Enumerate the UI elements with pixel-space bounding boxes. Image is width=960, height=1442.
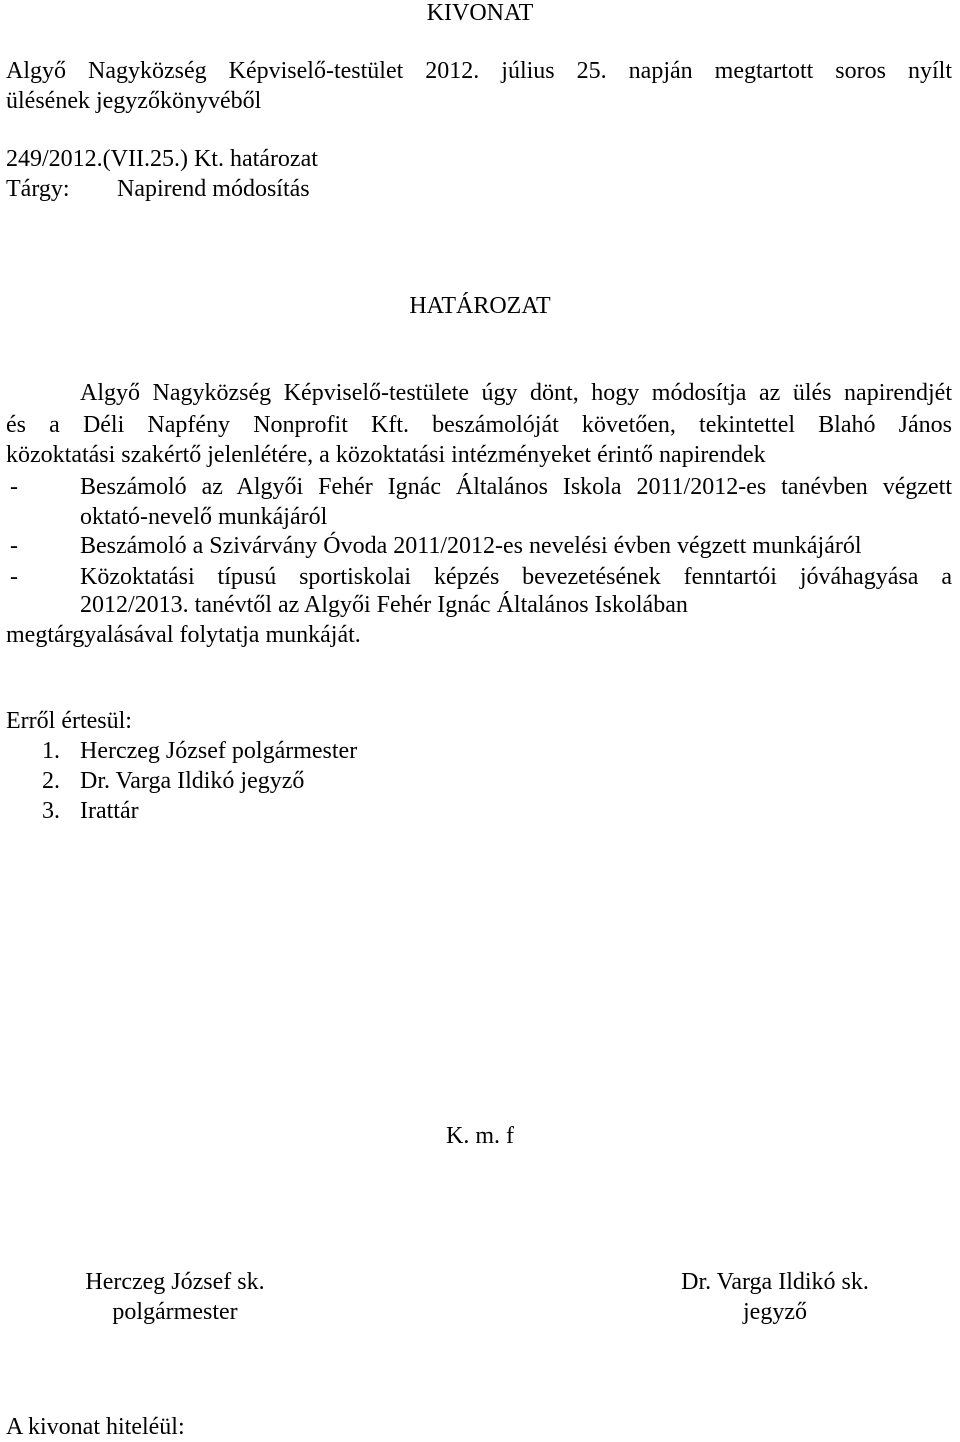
intro-line-2: ülésének jegyzőkönyvéből: [6, 88, 262, 114]
certified-label: A kivonat hiteléül:: [6, 1414, 185, 1440]
signer-left-name: Herczeg József sk.: [85, 1269, 265, 1295]
subject-label: Tárgy:: [6, 176, 70, 202]
recipient-name: Dr. Varga Ildikó jegyző: [80, 768, 305, 794]
paragraph-line-1: Algyő Nagyközség Képviselő-testülete úgy dönt, hogy módosítja az ülés napirendjét: [80, 380, 952, 406]
signer-right-title: jegyző: [743, 1299, 807, 1325]
intro-line-1: Algyő Nagyközség Képviselő-testület 2012. július 25. napján megtartott soros nyílt: [6, 58, 952, 84]
list-item-text: Közoktatási típusú sportiskolai képzés bevezetésének fenntartói jóváhagyása a: [80, 564, 952, 590]
list-item-dash: -: [10, 533, 18, 559]
signer-left-title: polgármester: [112, 1299, 238, 1325]
recipient-number: 2.: [42, 768, 60, 794]
recipient-number: 1.: [42, 738, 60, 764]
list-item-text-continued: 2012/2013. tanévtől az Algyői Fehér Ignác Általános Iskolában: [80, 592, 688, 618]
closing-line: megtárgyalásával folytatja munkáját.: [6, 622, 361, 648]
recipient-name: Irattár: [80, 798, 139, 824]
list-item-dash: -: [10, 564, 18, 590]
notify-label: Erről értesül:: [6, 708, 132, 734]
signer-right-name: Dr. Varga Ildikó sk.: [681, 1269, 869, 1295]
document-title: KIVONAT: [426, 0, 534, 26]
resolution-heading: HATÁROZAT: [409, 293, 551, 319]
subject-value: Napirend módosítás: [117, 176, 310, 202]
resolution-number: 249/2012.(VII.25.) Kt. határozat: [6, 146, 318, 172]
list-item-dash: -: [10, 474, 18, 500]
kmf-mark: K. m. f: [446, 1123, 514, 1149]
list-item-text: Beszámoló az Algyői Fehér Ignác Általános Iskola 2011/2012-es tanévben végzett: [80, 474, 952, 500]
recipient-name: Herczeg József polgármester: [80, 738, 358, 764]
list-item-text: Beszámoló a Szivárvány Óvoda 2011/2012-es nevelési évben végzett munkájáról: [80, 533, 862, 559]
list-item-text-continued: oktató-nevelő munkájáról: [80, 504, 328, 530]
recipient-number: 3.: [42, 798, 60, 824]
paragraph-line-3: közoktatási szakértő jelenlétére, a közoktatási intézményeket érintő napirendek: [6, 442, 766, 468]
paragraph-line-2: és a Déli Napfény Nonprofit Kft. beszámolóját követően, tekintettel Blahó János: [6, 412, 952, 438]
